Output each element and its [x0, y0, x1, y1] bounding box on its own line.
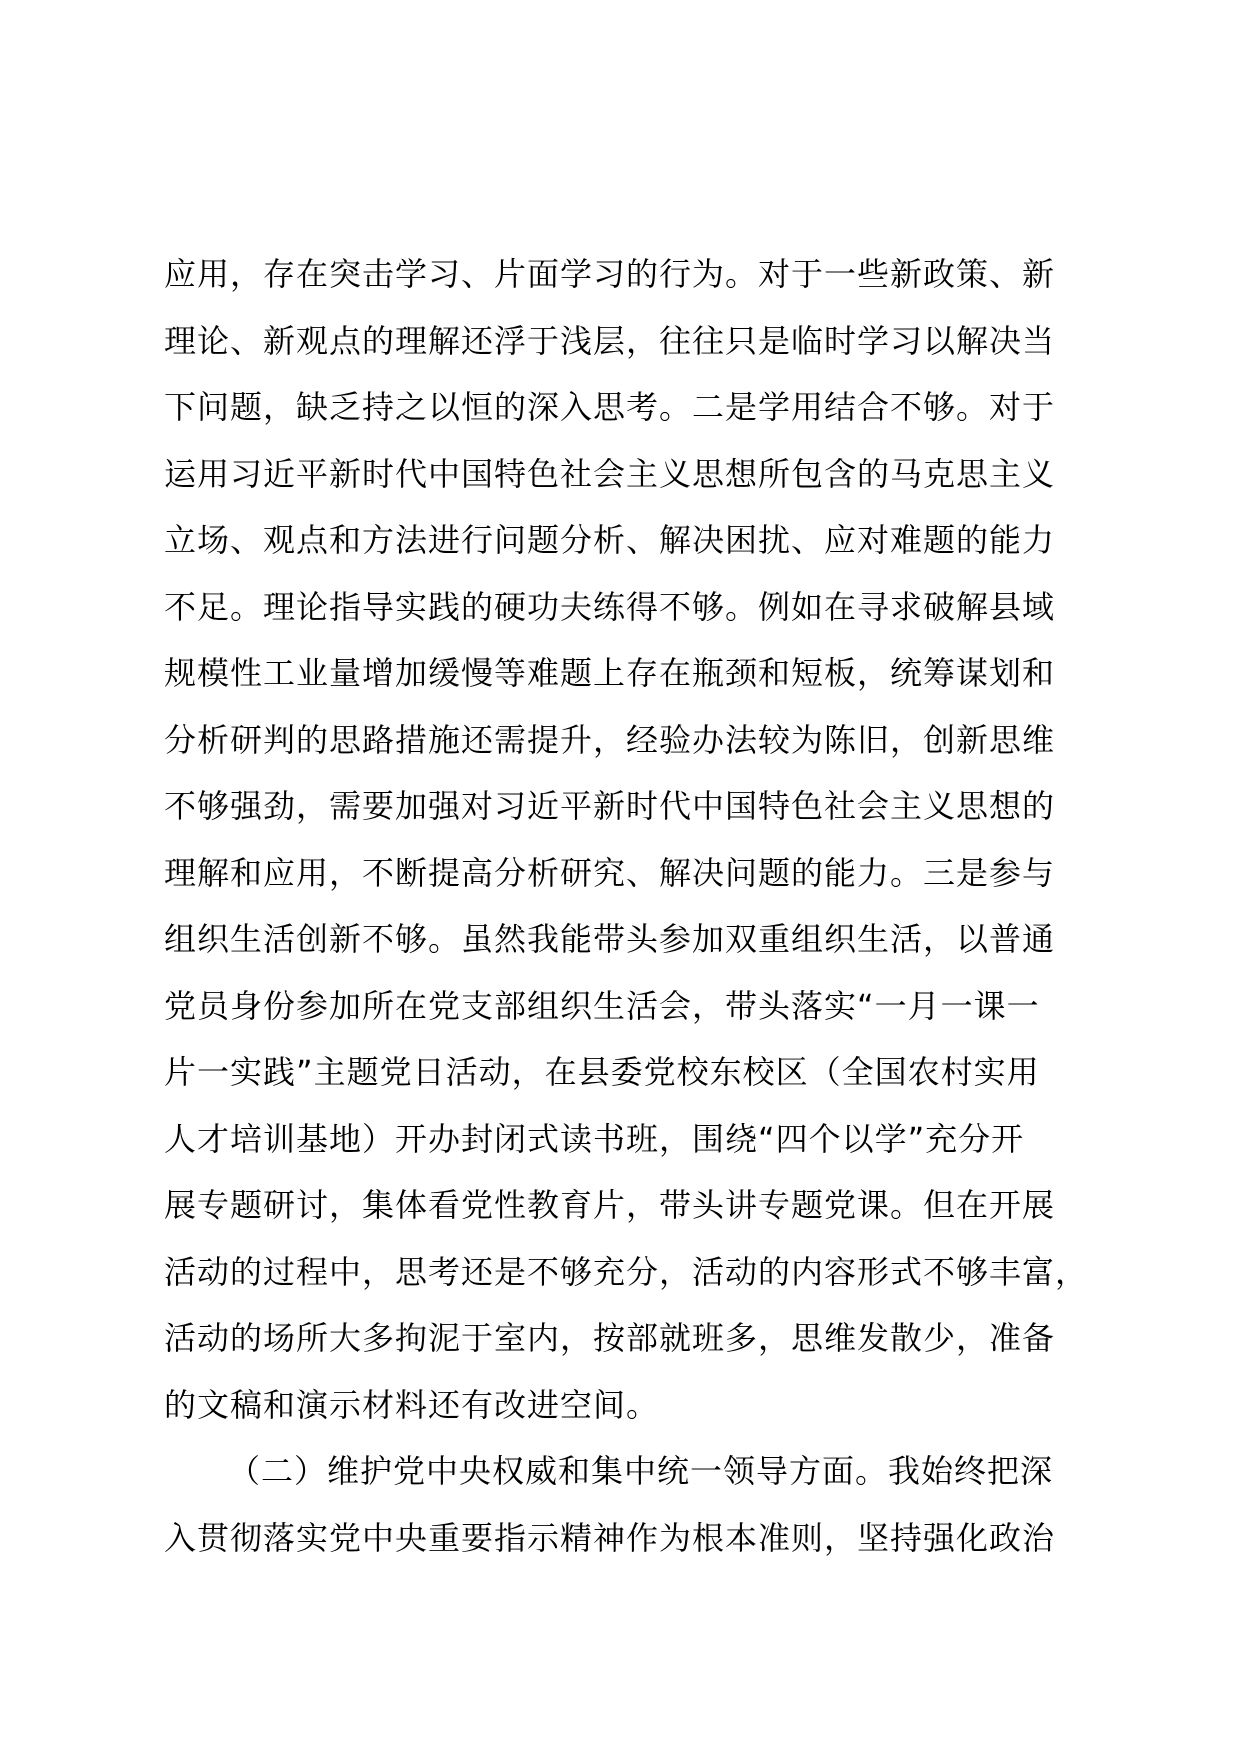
text-line: 理解和应用，不断提高分析研究、解决问题的能力。三是参与 — [164, 853, 1056, 892]
text-line: 规模性工业量增加缓慢等难题上存在瓶颈和短板，统筹谋划和 — [164, 654, 1056, 692]
text-line: 理论、新观点的理解还浮于浅层，往往只是临时学习以解决当 — [164, 321, 1056, 360]
text-line: 活动的场所大多拘泥于室内，按部就班多，思维发散少，准备 — [164, 1319, 1056, 1357]
text-line: 人才培训基地）开办封闭式读书班，围绕“四个以学”充分开 — [164, 1119, 1025, 1158]
text-line: 展专题研讨，集体看党性教育片，带头讲专题党课。但在开展 — [164, 1186, 1056, 1224]
text-line: 不够强劲，需要加强对习近平新时代中国特色社会主义思想的 — [164, 787, 1056, 825]
text-line: 运用习近平新时代中国特色社会主义思想所包含的马克思主义 — [164, 454, 1056, 493]
text-line: 不足。理论指导实践的硬功夫练得不够。例如在寻求破解县域 — [164, 587, 1056, 626]
text-line: 分析研判的思路措施还需提升，经验办法较为陈旧，创新思维 — [164, 720, 1056, 759]
paragraph-1 — [164, 241, 1089, 1438]
text-line: 活动的过程中，思考还是不够充分，活动的内容形式不够丰富， — [164, 1252, 1089, 1291]
text-line: 组织生活创新不够。虽然我能带头参加双重组织生活，以普通 — [164, 920, 1056, 958]
text-line: 的文稿和演示材料还有改进空间。 — [164, 1385, 660, 1424]
text-line: 下问题，缺乏持之以恒的深入思考。二是学用结合不够。对于 — [164, 388, 1056, 426]
document-body — [164, 241, 1089, 1571]
text-line: 应用，存在突击学习、片面学习的行为。对于一些新政策、新 — [164, 255, 1056, 293]
text-line: 入贯彻落实党中央重要指示精神作为根本准则，坚持强化政治 — [164, 1518, 1056, 1557]
text-line: 立场、观点和方法进行问题分析、解决困扰、应对难题的能力 — [164, 521, 1056, 559]
paragraph-2 — [164, 1438, 1084, 1571]
text-line: （二）维护党中央权威和集中统一领导方面。我始终把深 — [228, 1452, 1054, 1490]
text-line: 片一实践”主题党日活动，在县委党校东校区（全国农村实用 — [164, 1053, 1040, 1091]
text-line: 党员身份参加所在党支部组织生活会，带头落实“一月一课一 — [164, 986, 1040, 1025]
